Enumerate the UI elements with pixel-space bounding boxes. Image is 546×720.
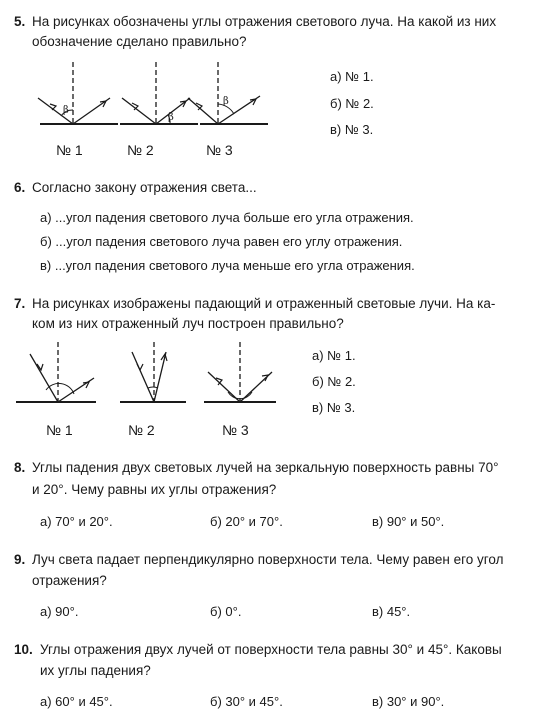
question-number: 10. (14, 642, 33, 657)
q7-figure-1 (16, 342, 96, 402)
question-text-line: На рисунках обозначены углы отражения светового луча. На какой из них (32, 14, 497, 29)
answer-option: б) ...угол падения светового луча равен его углу отражения. (40, 234, 403, 249)
answer-option: а) 90°. (40, 604, 79, 619)
answer-option: в) № 3. (312, 400, 356, 415)
q5-figures (28, 58, 268, 133)
answer-option: а) ...угол падения светового луча больше его угла отражения. (40, 210, 414, 225)
question-text-line: Углы отражения двух лучей от поверхности тела равны 30° и 45°. Каковы (40, 642, 502, 657)
answer-option: а) № 1. (312, 348, 356, 363)
angle-mark: β (168, 112, 174, 123)
answer-option: в) 45°. (372, 604, 411, 619)
q5-figure-2 (120, 62, 198, 124)
answer-option: б) 0°. (210, 604, 242, 619)
q5-figure-3 (188, 62, 268, 124)
answer-option: а) 60° и 45°. (40, 694, 113, 709)
reflected-ray (154, 352, 166, 402)
q7-figures (8, 338, 278, 413)
answer-option: в) 90° и 50°. (372, 514, 445, 529)
incident-ray (122, 98, 156, 124)
answer-option: б) № 2. (312, 374, 356, 389)
question-text-line: Углы падения двух световых лучей на зеркальную поверхность равны 70° (32, 460, 499, 475)
question-number: 6. (14, 180, 26, 195)
figure-label: № 3 (222, 422, 249, 438)
question-text-line: Согласно закону отражения света... (32, 180, 257, 195)
figure-label: № 1 (56, 142, 83, 158)
question-number: 8. (14, 460, 26, 475)
q7-figure-2 (120, 342, 186, 402)
reflected-ray (73, 98, 110, 124)
incident-ray (30, 354, 58, 402)
question-number: 7. (14, 296, 26, 311)
question-text-line: отражения? (32, 573, 107, 588)
question-number: 5. (14, 14, 26, 29)
incident-ray (208, 372, 240, 402)
answer-option: б) 30° и 45°. (210, 694, 283, 709)
question-text-line: и 20°. Чему равны их углы отражения? (32, 482, 277, 497)
q5-figure-1 (38, 62, 118, 124)
question-text-line: ком из них отраженный луч построен правильно? (32, 316, 344, 331)
angle-arc (148, 387, 158, 388)
angle-mark: β (63, 105, 69, 116)
answer-option: в) № 3. (330, 122, 374, 137)
answer-option: б) № 2. (330, 96, 374, 111)
question-number: 9. (14, 552, 26, 567)
answer-option: в) ...угол падения светового луча меньше его угла отражения. (40, 258, 415, 273)
incident-ray (188, 98, 218, 124)
figure-label: № 1 (46, 422, 73, 438)
question-text-line: их углы падения? (40, 663, 151, 678)
figure-label: № 2 (128, 422, 155, 438)
angle-mark: β (223, 96, 229, 107)
figure-label: № 2 (127, 142, 154, 158)
answer-option: б) 20° и 70°. (210, 514, 283, 529)
question-text-line: На рисунках изображены падающий и отраженный световые лучи. На ка- (32, 296, 496, 311)
arrowhead (137, 364, 143, 370)
answer-option: в) 30° и 90°. (372, 694, 445, 709)
incident-ray (132, 352, 154, 402)
q7-figure-3 (204, 342, 276, 402)
question-text-line: Луч света падает перпендикулярно поверхности тела. Чему равен его угол (32, 552, 504, 567)
answer-option: а) № 1. (330, 69, 374, 84)
question-text-line: обозначение сделано правильно? (32, 34, 247, 49)
figure-label: № 3 (206, 142, 233, 158)
answer-option: а) 70° и 20°. (40, 514, 113, 529)
